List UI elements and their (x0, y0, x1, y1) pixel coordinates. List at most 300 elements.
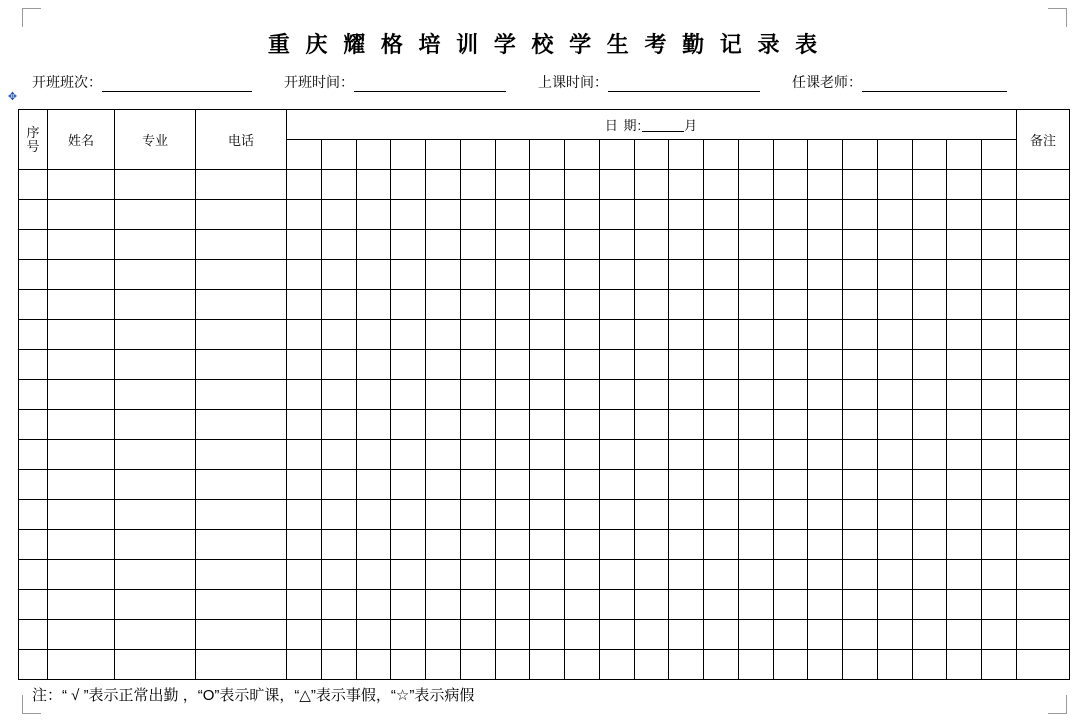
meta-field-start-time[interactable] (284, 72, 506, 92)
cell-attendance[interactable] (495, 500, 530, 530)
cell-attendance[interactable] (912, 200, 947, 230)
cell-attendance[interactable] (495, 350, 530, 380)
cell-attendance[interactable] (982, 560, 1017, 590)
cell-attendance[interactable] (704, 500, 739, 530)
cell-attendance[interactable] (391, 260, 426, 290)
cell-attendance[interactable] (773, 380, 808, 410)
cell-phone[interactable] (196, 530, 287, 560)
cell-remark[interactable] (1017, 470, 1070, 500)
cell-major[interactable] (115, 290, 196, 320)
cell-attendance[interactable] (947, 200, 982, 230)
cell-attendance[interactable] (669, 470, 704, 500)
cell-attendance[interactable] (634, 230, 669, 260)
cell-attendance[interactable] (912, 500, 947, 530)
cell-attendance[interactable] (530, 560, 565, 590)
cell-attendance[interactable] (356, 650, 391, 680)
cell-attendance[interactable] (356, 380, 391, 410)
cell-attendance[interactable] (982, 470, 1017, 500)
cell-attendance[interactable] (773, 530, 808, 560)
cell-attendance[interactable] (669, 500, 704, 530)
cell-major[interactable] (115, 530, 196, 560)
cell-attendance[interactable] (287, 650, 322, 680)
cell-seq[interactable] (19, 260, 48, 290)
cell-attendance[interactable] (808, 200, 843, 230)
meta-blank-teacher[interactable] (862, 76, 1007, 92)
cell-attendance[interactable] (495, 620, 530, 650)
cell-attendance[interactable] (460, 320, 495, 350)
cell-attendance[interactable] (599, 290, 634, 320)
meta-field-class[interactable] (32, 72, 252, 92)
cell-attendance[interactable] (738, 170, 773, 200)
cell-attendance[interactable] (704, 650, 739, 680)
cell-attendance[interactable] (634, 380, 669, 410)
cell-name[interactable] (48, 620, 115, 650)
cell-major[interactable] (115, 500, 196, 530)
date-number-cell[interactable] (669, 140, 704, 170)
cell-remark[interactable] (1017, 530, 1070, 560)
cell-attendance[interactable] (947, 350, 982, 380)
cell-attendance[interactable] (530, 620, 565, 650)
cell-phone[interactable] (196, 440, 287, 470)
cell-attendance[interactable] (495, 230, 530, 260)
cell-attendance[interactable] (843, 530, 878, 560)
cell-attendance[interactable] (460, 650, 495, 680)
cell-attendance[interactable] (912, 320, 947, 350)
date-number-cell[interactable] (495, 140, 530, 170)
cell-attendance[interactable] (356, 620, 391, 650)
cell-attendance[interactable] (495, 650, 530, 680)
cell-major[interactable] (115, 470, 196, 500)
cell-attendance[interactable] (599, 410, 634, 440)
cell-attendance[interactable] (321, 590, 356, 620)
cell-attendance[interactable] (391, 380, 426, 410)
cell-attendance[interactable] (321, 260, 356, 290)
cell-attendance[interactable] (982, 500, 1017, 530)
cell-attendance[interactable] (460, 260, 495, 290)
cell-major[interactable] (115, 380, 196, 410)
cell-attendance[interactable] (565, 500, 600, 530)
cell-attendance[interactable] (356, 440, 391, 470)
date-number-cell[interactable] (843, 140, 878, 170)
cell-attendance[interactable] (356, 200, 391, 230)
cell-attendance[interactable] (912, 260, 947, 290)
date-number-cell[interactable] (599, 140, 634, 170)
cell-attendance[interactable] (808, 380, 843, 410)
cell-attendance[interactable] (738, 230, 773, 260)
cell-attendance[interactable] (947, 560, 982, 590)
cell-attendance[interactable] (460, 350, 495, 380)
cell-attendance[interactable] (495, 470, 530, 500)
cell-attendance[interactable] (912, 560, 947, 590)
cell-attendance[interactable] (843, 560, 878, 590)
cell-attendance[interactable] (565, 170, 600, 200)
cell-attendance[interactable] (426, 200, 461, 230)
cell-attendance[interactable] (530, 410, 565, 440)
cell-attendance[interactable] (426, 470, 461, 500)
cell-attendance[interactable] (565, 470, 600, 500)
cell-remark[interactable] (1017, 230, 1070, 260)
cell-name[interactable] (48, 200, 115, 230)
cell-attendance[interactable] (808, 590, 843, 620)
cell-attendance[interactable] (634, 350, 669, 380)
cell-attendance[interactable] (287, 590, 322, 620)
cell-attendance[interactable] (599, 590, 634, 620)
cell-attendance[interactable] (808, 440, 843, 470)
date-number-cell[interactable] (530, 140, 565, 170)
cell-attendance[interactable] (704, 440, 739, 470)
cell-attendance[interactable] (669, 230, 704, 260)
date-number-cell[interactable] (808, 140, 843, 170)
cell-attendance[interactable] (982, 320, 1017, 350)
cell-attendance[interactable] (356, 320, 391, 350)
cell-attendance[interactable] (287, 320, 322, 350)
cell-attendance[interactable] (565, 290, 600, 320)
cell-attendance[interactable] (843, 230, 878, 260)
cell-attendance[interactable] (530, 200, 565, 230)
cell-attendance[interactable] (704, 320, 739, 350)
cell-attendance[interactable] (426, 260, 461, 290)
cell-name[interactable] (48, 230, 115, 260)
cell-attendance[interactable] (982, 170, 1017, 200)
cell-attendance[interactable] (704, 590, 739, 620)
cell-phone[interactable] (196, 620, 287, 650)
cell-attendance[interactable] (947, 500, 982, 530)
cell-attendance[interactable] (808, 470, 843, 500)
cell-remark[interactable] (1017, 650, 1070, 680)
cell-major[interactable] (115, 200, 196, 230)
cell-attendance[interactable] (565, 620, 600, 650)
cell-phone[interactable] (196, 320, 287, 350)
cell-attendance[interactable] (704, 260, 739, 290)
cell-phone[interactable] (196, 200, 287, 230)
cell-attendance[interactable] (460, 230, 495, 260)
cell-attendance[interactable] (565, 410, 600, 440)
cell-attendance[interactable] (599, 440, 634, 470)
cell-attendance[interactable] (391, 650, 426, 680)
cell-attendance[interactable] (738, 440, 773, 470)
cell-attendance[interactable] (877, 470, 912, 500)
cell-attendance[interactable] (912, 620, 947, 650)
cell-attendance[interactable] (321, 560, 356, 590)
cell-attendance[interactable] (947, 170, 982, 200)
cell-attendance[interactable] (599, 530, 634, 560)
cell-attendance[interactable] (391, 530, 426, 560)
cell-attendance[interactable] (912, 590, 947, 620)
cell-attendance[interactable] (738, 350, 773, 380)
cell-attendance[interactable] (391, 350, 426, 380)
cell-attendance[interactable] (565, 440, 600, 470)
cell-attendance[interactable] (877, 410, 912, 440)
cell-attendance[interactable] (843, 650, 878, 680)
cell-name[interactable] (48, 320, 115, 350)
cell-seq[interactable] (19, 380, 48, 410)
cell-attendance[interactable] (287, 410, 322, 440)
cell-attendance[interactable] (391, 440, 426, 470)
cell-attendance[interactable] (565, 380, 600, 410)
cell-attendance[interactable] (843, 590, 878, 620)
meta-blank-start-time[interactable] (354, 76, 506, 92)
cell-major[interactable] (115, 170, 196, 200)
cell-attendance[interactable] (356, 230, 391, 260)
cell-attendance[interactable] (287, 230, 322, 260)
cell-attendance[interactable] (565, 530, 600, 560)
cell-attendance[interactable] (565, 350, 600, 380)
date-month-blank[interactable] (642, 117, 684, 132)
cell-attendance[interactable] (738, 560, 773, 590)
cell-attendance[interactable] (599, 620, 634, 650)
cell-attendance[interactable] (947, 380, 982, 410)
cell-remark[interactable] (1017, 620, 1070, 650)
cell-attendance[interactable] (808, 170, 843, 200)
cell-phone[interactable] (196, 380, 287, 410)
cell-attendance[interactable] (321, 320, 356, 350)
cell-attendance[interactable] (947, 320, 982, 350)
cell-name[interactable] (48, 500, 115, 530)
cell-attendance[interactable] (877, 350, 912, 380)
cell-attendance[interactable] (843, 380, 878, 410)
cell-attendance[interactable] (982, 290, 1017, 320)
cell-attendance[interactable] (356, 530, 391, 560)
cell-major[interactable] (115, 620, 196, 650)
cell-attendance[interactable] (599, 170, 634, 200)
cell-attendance[interactable] (426, 380, 461, 410)
cell-attendance[interactable] (460, 290, 495, 320)
cell-attendance[interactable] (982, 260, 1017, 290)
cell-attendance[interactable] (321, 200, 356, 230)
cell-attendance[interactable] (843, 470, 878, 500)
date-number-cell[interactable] (287, 140, 322, 170)
cell-attendance[interactable] (460, 380, 495, 410)
cell-attendance[interactable] (843, 410, 878, 440)
cell-attendance[interactable] (773, 290, 808, 320)
cell-attendance[interactable] (773, 410, 808, 440)
cell-name[interactable] (48, 260, 115, 290)
cell-remark[interactable] (1017, 440, 1070, 470)
cell-attendance[interactable] (738, 650, 773, 680)
cell-attendance[interactable] (738, 530, 773, 560)
cell-attendance[interactable] (738, 290, 773, 320)
date-number-cell[interactable] (704, 140, 739, 170)
cell-attendance[interactable] (530, 290, 565, 320)
cell-attendance[interactable] (530, 380, 565, 410)
cell-attendance[interactable] (704, 230, 739, 260)
cell-attendance[interactable] (773, 590, 808, 620)
cell-phone[interactable] (196, 230, 287, 260)
cell-attendance[interactable] (738, 590, 773, 620)
cell-seq[interactable] (19, 500, 48, 530)
cell-attendance[interactable] (565, 650, 600, 680)
cell-attendance[interactable] (704, 560, 739, 590)
cell-attendance[interactable] (982, 650, 1017, 680)
date-number-cell[interactable] (877, 140, 912, 170)
cell-attendance[interactable] (773, 320, 808, 350)
cell-attendance[interactable] (773, 230, 808, 260)
cell-attendance[interactable] (287, 530, 322, 560)
cell-attendance[interactable] (877, 380, 912, 410)
cell-attendance[interactable] (843, 620, 878, 650)
cell-attendance[interactable] (669, 290, 704, 320)
date-number-cell[interactable] (773, 140, 808, 170)
cell-attendance[interactable] (495, 320, 530, 350)
cell-attendance[interactable] (982, 410, 1017, 440)
cell-phone[interactable] (196, 470, 287, 500)
date-number-cell[interactable] (356, 140, 391, 170)
cell-attendance[interactable] (634, 470, 669, 500)
cell-attendance[interactable] (321, 170, 356, 200)
cell-attendance[interactable] (912, 440, 947, 470)
cell-attendance[interactable] (738, 620, 773, 650)
cell-attendance[interactable] (495, 590, 530, 620)
cell-attendance[interactable] (982, 440, 1017, 470)
cell-attendance[interactable] (669, 560, 704, 590)
cell-seq[interactable] (19, 530, 48, 560)
cell-attendance[interactable] (599, 260, 634, 290)
cell-attendance[interactable] (877, 440, 912, 470)
cell-attendance[interactable] (773, 560, 808, 590)
cell-attendance[interactable] (599, 350, 634, 380)
cell-attendance[interactable] (426, 590, 461, 620)
cell-attendance[interactable] (530, 260, 565, 290)
cell-seq[interactable] (19, 470, 48, 500)
cell-attendance[interactable] (495, 440, 530, 470)
cell-attendance[interactable] (877, 500, 912, 530)
cell-attendance[interactable] (391, 290, 426, 320)
cell-attendance[interactable] (704, 380, 739, 410)
cell-attendance[interactable] (877, 650, 912, 680)
cell-attendance[interactable] (947, 650, 982, 680)
cell-attendance[interactable] (426, 440, 461, 470)
cell-attendance[interactable] (565, 230, 600, 260)
cell-attendance[interactable] (321, 470, 356, 500)
date-number-cell[interactable] (426, 140, 461, 170)
cell-attendance[interactable] (460, 170, 495, 200)
cell-attendance[interactable] (565, 590, 600, 620)
meta-field-lesson-time[interactable] (538, 72, 760, 92)
cell-attendance[interactable] (426, 170, 461, 200)
cell-attendance[interactable] (912, 650, 947, 680)
meta-field-teacher[interactable] (792, 72, 1007, 92)
cell-attendance[interactable] (460, 590, 495, 620)
cell-attendance[interactable] (356, 560, 391, 590)
cell-attendance[interactable] (426, 530, 461, 560)
cell-phone[interactable] (196, 290, 287, 320)
cell-attendance[interactable] (391, 560, 426, 590)
cell-attendance[interactable] (495, 560, 530, 590)
cell-attendance[interactable] (460, 620, 495, 650)
cell-phone[interactable] (196, 590, 287, 620)
cell-major[interactable] (115, 650, 196, 680)
cell-attendance[interactable] (530, 470, 565, 500)
cell-attendance[interactable] (669, 170, 704, 200)
cell-attendance[interactable] (391, 620, 426, 650)
table-move-handle-icon[interactable]: ✥ (7, 91, 18, 103)
cell-attendance[interactable] (321, 410, 356, 440)
cell-major[interactable] (115, 260, 196, 290)
cell-attendance[interactable] (495, 170, 530, 200)
cell-seq[interactable] (19, 350, 48, 380)
cell-attendance[interactable] (599, 200, 634, 230)
date-number-cell[interactable] (738, 140, 773, 170)
cell-attendance[interactable] (843, 170, 878, 200)
cell-attendance[interactable] (843, 350, 878, 380)
cell-name[interactable] (48, 590, 115, 620)
cell-attendance[interactable] (912, 230, 947, 260)
cell-attendance[interactable] (669, 440, 704, 470)
cell-attendance[interactable] (738, 380, 773, 410)
cell-major[interactable] (115, 320, 196, 350)
cell-attendance[interactable] (773, 200, 808, 230)
cell-attendance[interactable] (530, 650, 565, 680)
cell-attendance[interactable] (321, 380, 356, 410)
cell-attendance[interactable] (982, 590, 1017, 620)
cell-seq[interactable] (19, 290, 48, 320)
cell-attendance[interactable] (634, 500, 669, 530)
cell-major[interactable] (115, 410, 196, 440)
cell-attendance[interactable] (287, 170, 322, 200)
cell-attendance[interactable] (669, 590, 704, 620)
cell-attendance[interactable] (773, 500, 808, 530)
cell-attendance[interactable] (808, 350, 843, 380)
cell-attendance[interactable] (877, 530, 912, 560)
cell-attendance[interactable] (287, 350, 322, 380)
cell-attendance[interactable] (738, 260, 773, 290)
cell-attendance[interactable] (530, 170, 565, 200)
cell-attendance[interactable] (460, 470, 495, 500)
cell-attendance[interactable] (877, 200, 912, 230)
cell-attendance[interactable] (460, 500, 495, 530)
cell-attendance[interactable] (634, 530, 669, 560)
cell-attendance[interactable] (321, 440, 356, 470)
date-number-cell[interactable] (460, 140, 495, 170)
cell-attendance[interactable] (460, 530, 495, 560)
cell-attendance[interactable] (738, 200, 773, 230)
cell-attendance[interactable] (599, 650, 634, 680)
cell-attendance[interactable] (669, 410, 704, 440)
cell-attendance[interactable] (843, 320, 878, 350)
date-number-cell[interactable] (565, 140, 600, 170)
cell-attendance[interactable] (982, 200, 1017, 230)
cell-phone[interactable] (196, 350, 287, 380)
cell-attendance[interactable] (599, 470, 634, 500)
cell-name[interactable] (48, 410, 115, 440)
cell-attendance[interactable] (738, 470, 773, 500)
meta-blank-class[interactable] (102, 76, 252, 92)
cell-attendance[interactable] (530, 230, 565, 260)
cell-attendance[interactable] (530, 590, 565, 620)
cell-remark[interactable] (1017, 290, 1070, 320)
cell-attendance[interactable] (843, 440, 878, 470)
cell-attendance[interactable] (669, 530, 704, 560)
cell-attendance[interactable] (356, 470, 391, 500)
cell-attendance[interactable] (808, 620, 843, 650)
cell-attendance[interactable] (669, 650, 704, 680)
cell-attendance[interactable] (495, 290, 530, 320)
cell-attendance[interactable] (599, 320, 634, 350)
cell-remark[interactable] (1017, 260, 1070, 290)
cell-attendance[interactable] (321, 500, 356, 530)
cell-seq[interactable] (19, 230, 48, 260)
date-number-cell[interactable] (634, 140, 669, 170)
cell-attendance[interactable] (912, 410, 947, 440)
cell-attendance[interactable] (565, 560, 600, 590)
cell-attendance[interactable] (704, 620, 739, 650)
date-number-cell[interactable] (321, 140, 356, 170)
cell-attendance[interactable] (287, 260, 322, 290)
cell-major[interactable] (115, 560, 196, 590)
cell-phone[interactable] (196, 170, 287, 200)
cell-name[interactable] (48, 290, 115, 320)
cell-attendance[interactable] (565, 200, 600, 230)
